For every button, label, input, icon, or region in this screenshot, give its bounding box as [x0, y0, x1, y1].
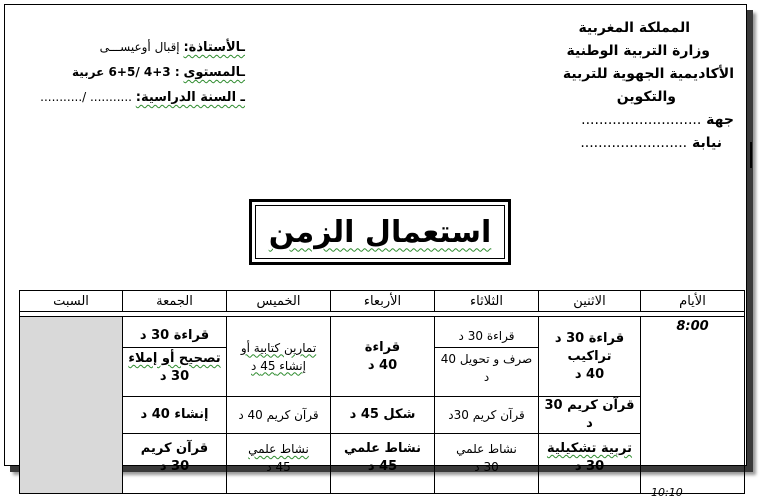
table-row	[20, 397, 745, 434]
region-dots: ...........................	[581, 112, 702, 128]
saturday-cell	[20, 317, 123, 494]
fri-slot-2: إنشاء 40 د	[123, 397, 227, 434]
tue-slot-2: قرآن كريم 30د	[435, 397, 539, 434]
fri-slot-3: قرآن كريم 30 د	[123, 434, 227, 494]
year-value: ........... /...........	[40, 90, 132, 104]
institution-header	[563, 17, 734, 155]
header-tuesday: الثلاثاء	[435, 291, 539, 312]
delegation-dots: ........................	[580, 135, 688, 151]
table-row	[20, 317, 745, 397]
fri-slot-1: قراءة 30 د تصحيح أو إملاء 30 د	[123, 317, 227, 397]
header-monday: الاثنين	[539, 291, 641, 312]
header-friday: الجمعة	[123, 291, 227, 312]
year-line	[35, 85, 245, 110]
text-cursor	[750, 142, 752, 168]
teacher-value: إقبال أوعيســـى	[99, 40, 180, 54]
time-end: 10:10	[651, 486, 683, 499]
header-saturday: السبت	[20, 291, 123, 312]
thu-slot-1: تمارين كتابية أو إنشاء 45 د	[227, 317, 331, 397]
ministry-line: وزارة التربية الوطنية	[566, 43, 710, 59]
year-label: ـ السنة الدراسية:	[135, 90, 245, 105]
teacher-label: ـالأستاذة:	[183, 40, 245, 55]
tue-slot-1: قراءة 30 د صرف و تحويل 40 د	[435, 317, 539, 397]
region-label: جهة	[706, 112, 734, 128]
academy-line: الأكاديمية الجهوية للتربية	[562, 66, 734, 82]
kingdom-line: المملكة المغربية	[578, 20, 690, 36]
level-value: : 3+4 /5+6 عربية	[72, 65, 180, 79]
thu-slot-2: قرآن كريم 40 د	[227, 397, 331, 434]
delegation-line	[563, 132, 734, 155]
tue-slot-3: نشاط علمي 30 د	[435, 434, 539, 494]
teacher-info	[35, 35, 245, 110]
header-wednesday: الأربعاء	[331, 291, 435, 312]
schedule-table	[19, 290, 745, 499]
header-days: الأيام	[641, 291, 745, 312]
title-frame	[249, 199, 511, 265]
mon-slot-2: قرآن كريم 30 د	[539, 397, 641, 434]
region-line	[563, 109, 734, 132]
mon-slot-1: قراءة 30 د تراكيب 40 د	[539, 317, 641, 397]
header-row	[20, 291, 745, 312]
time-cell	[641, 317, 745, 499]
teacher-line	[35, 35, 245, 60]
thu-slot-3: نشاط علمي 45 د	[227, 434, 331, 494]
delegation-label: نيابة	[692, 135, 722, 151]
wed-slot-2: شكل 45 د	[331, 397, 435, 434]
level-line	[35, 60, 245, 85]
time-start: 8:00	[676, 319, 709, 334]
table-row	[20, 434, 745, 494]
header-thursday: الخميس	[227, 291, 331, 312]
document-page	[4, 4, 747, 499]
level-label: ـالمستوى	[183, 65, 245, 80]
mon-slot-3: تربية تشكيلية 30 د	[539, 434, 641, 494]
page-title: استعمال الزمن	[268, 214, 492, 250]
training-line: والتكوين	[616, 89, 676, 105]
wed-slot-1: قراءة 40 د	[331, 317, 435, 397]
wed-slot-3: نشاط علمي 45 د	[331, 434, 435, 494]
